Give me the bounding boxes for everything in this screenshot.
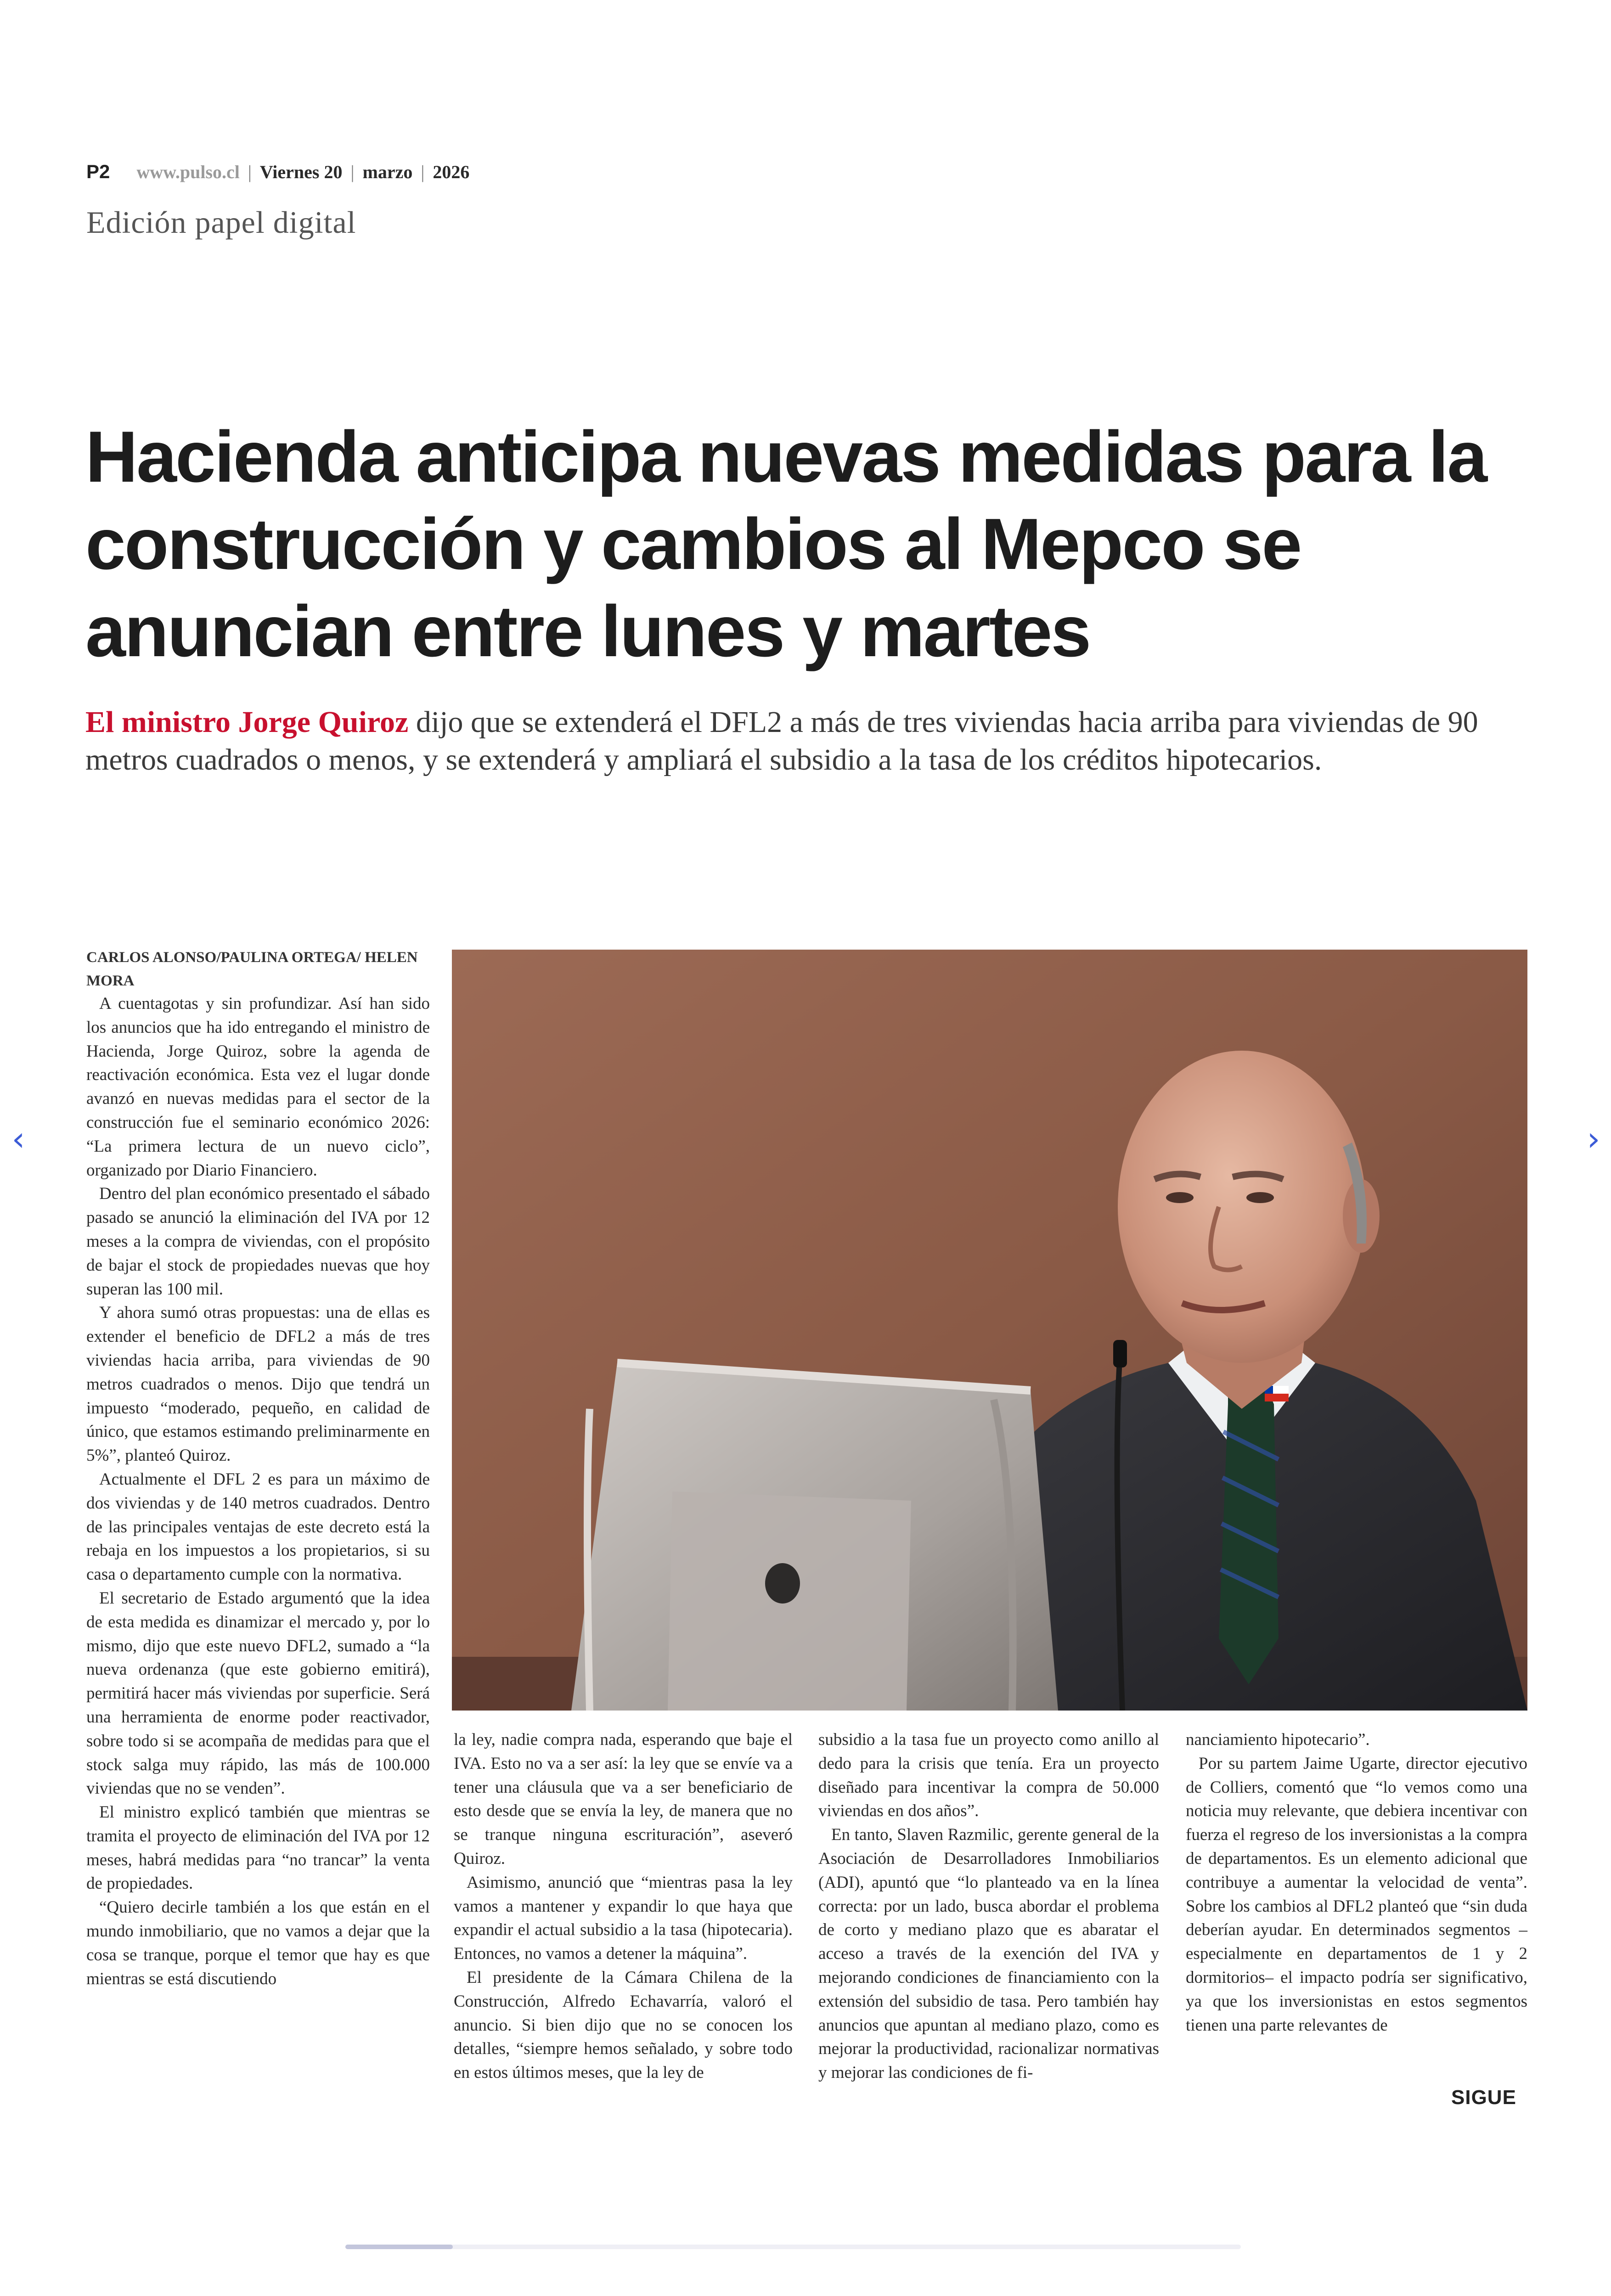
minister-photo-illustration	[452, 950, 1527, 1711]
header-separator: |	[248, 162, 252, 182]
article-column-4	[1186, 1728, 1527, 2037]
article-paragraph: Actualmente el DFL 2 es para un máximo de dos viviendas y de 140 metros cuadrados. Dentro de las principales ventajas de este decreto está la rebaja en los impuestos a los propietarios, si su casa o departamento cumple con la normativa.	[86, 1469, 430, 1584]
continues-label: SIGUE	[1451, 2086, 1516, 2109]
article-paragraph: nanciamiento hipotecario”.	[1186, 1730, 1370, 1749]
issue-header	[86, 161, 729, 184]
header-separator: |	[350, 162, 355, 182]
article-paragraph: “Quiero decirle también a los que están en el mundo inmobiliario, que no vamos a dejar que la cosa se tranque, porque el temor que hay es que mientras se está discutiendo	[86, 1898, 430, 1988]
article-paragraph: Dentro del plan económico presentado el sábado pasado se anunció la eliminación del IVA por 12 meses a la compra de viviendas, con el propósito de bajar el stock de propiedades nuevas que hoy superan las 100 mil.	[86, 1184, 430, 1299]
apple-logo-icon	[765, 1563, 800, 1604]
header-separator: |	[421, 162, 425, 182]
article-headline: Hacienda anticipa nuevas medidas para la construcción y cambios al Mepco se anuncian entre lunes y martes	[85, 416, 1487, 672]
issue-year: 2026	[433, 162, 470, 182]
article-paragraph: Asimismo, anunció que “mientras pasa la ley vamos a mantener y expandir lo que haya que expandir el actual subsidio a la tasa (hipotecaria). Entonces, no vamos a detener la máquina”.	[454, 1873, 793, 1964]
issue-month: marzo	[362, 162, 413, 182]
article-column-1	[86, 992, 430, 2296]
article-paragraph: subsidio a la tasa fue un proyecto como anillo al dedo para la crisis que tenía. Era un proyecto diseñado para incentivar la compra de 50.000 viviendas en dos años”.	[818, 1730, 1159, 1821]
article-column-3	[818, 1728, 1159, 2085]
article-paragraph: la ley, nadie compra nada, esperando que baje el IVA. Esto no va a ser así: la ley que se envíe va a tener una cláusula que va a ser beneficiario de esto desde que se envía la ley, de manera que no se tranque ninguna escrituración”, aseveró Quiroz.	[454, 1730, 793, 1868]
article-paragraph: Por su partem Jaime Ugarte, director ejecutivo de Colliers, comentó que “lo vemos como una noticia muy relevante, que debiera incentivar con fuerza el regreso de los inversionistas a la compra de departamentos. Es un elemento adicional que contribuye a aumentar la velocidad de venta”. Sobre los cambios al DFL2 planteó que “sin duda deberían ayudar. En determinados segmentos –especialmente en departamentos de 1 y 2 dormitorios– el impacto podría ser significativo, ya que los inversionistas en estos segmentos tienen una parte relevantes de	[1186, 1754, 1527, 2035]
article-byline: CARLOS ALONSO/PAULINA ORTEGA/ HELEN MORA	[86, 949, 418, 989]
chevron-right-icon[interactable]: ›	[1587, 1120, 1600, 1158]
page-number: P2	[86, 161, 110, 182]
article-photo	[452, 950, 1527, 1711]
article-deck	[85, 703, 1555, 779]
deck-lead: El ministro Jorge Quiroz	[85, 705, 409, 739]
article-paragraph: El ministro explicó también que mientras se tramita el proyecto de eliminación del IVA por 12 meses, habrá medidas para “no trancar” la venta de propiedades.	[86, 1803, 430, 1893]
article-paragraph: El presidente de la Cámara Chilena de la Construcción, Alfredo Echavarría, valoró el anuncio. Si bien dijo que no se conocen los detalles, “siempre hemos señalado, y sobre todo en estos últimos meses, que la ley de	[454, 1968, 793, 2082]
issue-day: Viernes 20	[259, 162, 343, 182]
article-paragraph: En tanto, Slaven Razmilic, gerente general de la Asociación de Desarrolladores Inmobiliarios (ADI), apuntó que “lo planteado va en la línea correcta: por un lado, busca abordar el problema de corto y mediano plazo que es abaratar el acceso a través de la exención del IVA y mejorando condiciones de financiamiento con la extensión del subsidio de tasa. Pero también hay anuncios que apuntan al mediano plazo, como es mejorar la productividad, racionalizar normativas y mejorar las condiciones de fi-	[818, 1825, 1159, 2082]
deck-text: dijo que se extenderá el DFL2 a más de tres viviendas hacia arriba para viviendas de 90 metros cuadrados o menos, y se extenderá y ampliará el subsidio a la tasa de los créditos hipotecarios.	[85, 705, 1478, 777]
article-column-2	[454, 1728, 793, 2085]
article-paragraph: Y ahora sumó otras propuestas: una de ellas es extender el beneficio de DFL2 a más de tres viviendas hacia arriba, para viviendas de 90 metros cuadrados o menos. Dijo que tendrá un impuesto “moderado, pequeño, en calidad de único, que estamos estimando preliminarmente en 5%”, planteó Quiroz.	[86, 1303, 430, 1465]
chevron-left-icon[interactable]: ‹	[11, 1120, 25, 1158]
article-paragraph: El secretario de Estado argumentó que la idea de esta medida es dinamizar el mercado y, por lo mismo, dijo que este nuevo DFL2, sumado a “la nueva ordenanza (que este gobierno emitirá), permitirá hacer más viviendas por superficie. Será una herramienta de enorme poder reactivador, sobre todo si se acompaña de medidas para que el stock salga muy rápido, las más de 100.000 viviendas que no se venden”.	[86, 1588, 430, 1798]
scroll-thumb[interactable]	[345, 2245, 453, 2249]
page-scroll-indicator[interactable]	[345, 2245, 1241, 2249]
edition-label: Edición papel digital	[86, 205, 356, 240]
site-url: www.pulso.cl	[136, 162, 240, 182]
article-paragraph: A cuentagotas y sin profundizar. Así han sido los anuncios que ha ido entregando el ministro de Hacienda, Jorge Quiroz, sobre la agenda de reactivación económica. Esta vez el lugar donde avanzó en nuevas medidas para el sector de la construcción fue el seminario económico 2026: “La primera lectura de un nuevo ciclo”, organizado por Diario Financiero.	[86, 994, 430, 1180]
